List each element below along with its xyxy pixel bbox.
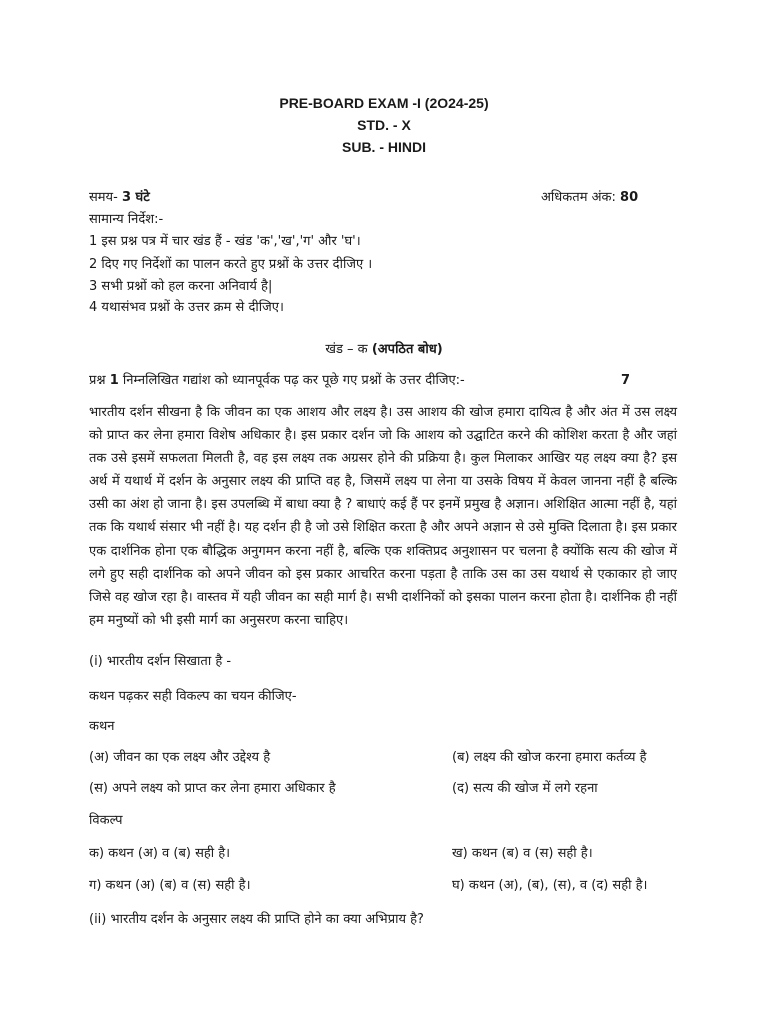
instruction-item: 4 यथासंभव प्रश्नों के उत्तर क्रम से दीजिए। xyxy=(89,300,284,315)
sub-question-i-instruction: कथन पढ़कर सही विकल्प का चयन कीजिए- xyxy=(89,689,297,704)
standard-label: STD. - X xyxy=(357,117,411,133)
time-label: समय- xyxy=(89,190,118,205)
statement-a: (अ) जीवन का एक लक्ष्य और उद्देश्य है xyxy=(89,750,271,765)
time-info xyxy=(89,189,150,207)
max-marks-info xyxy=(541,189,638,207)
section-title: खंड – क xyxy=(325,342,368,357)
question-text: निम्नलिखित गद्यांश को ध्यानपूर्वक पढ़ कर पूछे गए प्रश्नों के उत्तर दीजिए:- xyxy=(122,373,465,388)
statement-c: (स) अपने लक्ष्य को प्राप्त कर लेना हमारा अधिकार है xyxy=(89,781,336,796)
statement-d: (द) सत्य की खोज में लगे रहना xyxy=(452,781,598,796)
option-gha: घ) कथन (अ), (ब), (स), व (द) सही है। xyxy=(452,878,648,893)
instruction-item: 2 दिए गए निर्देशों का पालन करते हुए प्रश्नों के उत्तर दीजिए । xyxy=(89,257,373,272)
question-number: 1 xyxy=(109,373,119,388)
section-subtitle: (अपठित बोध) xyxy=(371,342,443,357)
max-marks-value: 80 xyxy=(620,190,639,205)
instructions-title: सामान्य निर्देश:- xyxy=(89,212,164,227)
section-heading xyxy=(0,341,768,359)
instruction-item: 3 सभी प्रश्नों को हल करना अनिवार्य है| xyxy=(89,279,273,294)
question-prefix: प्रश्न xyxy=(89,373,106,388)
option-ka: क) कथन (अ) व (ब) सही है। xyxy=(89,846,231,861)
sub-question-i: (i) भारतीय दर्शन सिखाता है - xyxy=(89,654,232,669)
option-kha: ख) कथन (ब) व (स) सही है। xyxy=(452,846,593,861)
time-value: 3 घंटे xyxy=(121,190,150,205)
max-marks-label: अधिकतम अंक: xyxy=(541,190,616,205)
statements-label: कथन xyxy=(89,719,115,734)
question-1-heading xyxy=(89,372,465,390)
options-label: विकल्प xyxy=(89,813,123,828)
question-1-marks: 7 xyxy=(621,373,631,388)
sub-question-ii: (ii) भारतीय दर्शन के अनुसार लक्ष्य की प्राप्ति होने का क्या अभिप्राय है? xyxy=(89,912,424,927)
instruction-item: 1 इस प्रश्न पत्र में चार खंड हैं - खंड 'क','ख','ग' और 'घ'। xyxy=(89,234,361,249)
exam-title: PRE-BOARD EXAM -I (2O24-25) xyxy=(279,95,489,111)
subject-label: SUB. - HINDI xyxy=(342,139,426,155)
option-ga: ग) कथन (अ) (ब) व (स) सही है। xyxy=(89,878,251,893)
statement-b: (ब) लक्ष्य की खोज करना हमारा कर्तव्य है xyxy=(452,750,647,765)
passage: भारतीय दर्शन सीखना है कि जीवन का एक आशय और लक्ष्य है। उस आशय की खोज हमारा दायित्व है और अंत में उस लक्ष्य को प्राप्त कर लेना हमारा विशेष अधिकार है। इस प्रकार दर्शन जो कि आशय को उद्घाटित करने की कोशिश करता है और जहां तक उसे इसमें सफलता मिलती है, वह इस लक्ष्य तक अग्रसर होने की प्रक्रिया है। कुल मिलाकर आखिर यह लक्ष्य क्या है? इस अर्थ में यथार्थ में दर्शन के अनुसार लक्ष्य की प्राप्ति वह है, जिसमें लक्ष्य पा लेना या उसके विषय में केवल जानना नहीं है बल्कि उसी का अंश हो जाना है। इस उपलब्धि में बाधा क्या है ? बाधाएं कई हैं पर इनमें प्रमुख है अज्ञान। अशिक्षित आत्मा नहीं है, यहां तक कि यथार्थ संसार भी नहीं है। यह दर्शन ही है जो उसे शिक्षित करता है और अपने अज्ञान से उसे मुक्ति दिलाता है। इस प्रकार एक दार्शनिक होना एक बौद्धिक अनुगमन करना नहीं है, बल्कि एक शक्तिप्रद अनुशासन पर चलना है क्योंकि सत्य की खोज में लगे हुए सही दार्शनिक को अपने जीवन को इस प्रकार आचरित करना पड़ता है ताकि उस का उस यथार्थ से एकाकार हो जाए जिसे वह खोज रहा है। वास्तव में यही जीवन का सही मार्ग है। सभी दार्शनिकों को इसका पालन करना होता है। दार्शनिक ही नहीं हम मनुष्यों को भी इसी मार्ग का अनुसरण करना चाहिए। xyxy=(89,405,677,628)
